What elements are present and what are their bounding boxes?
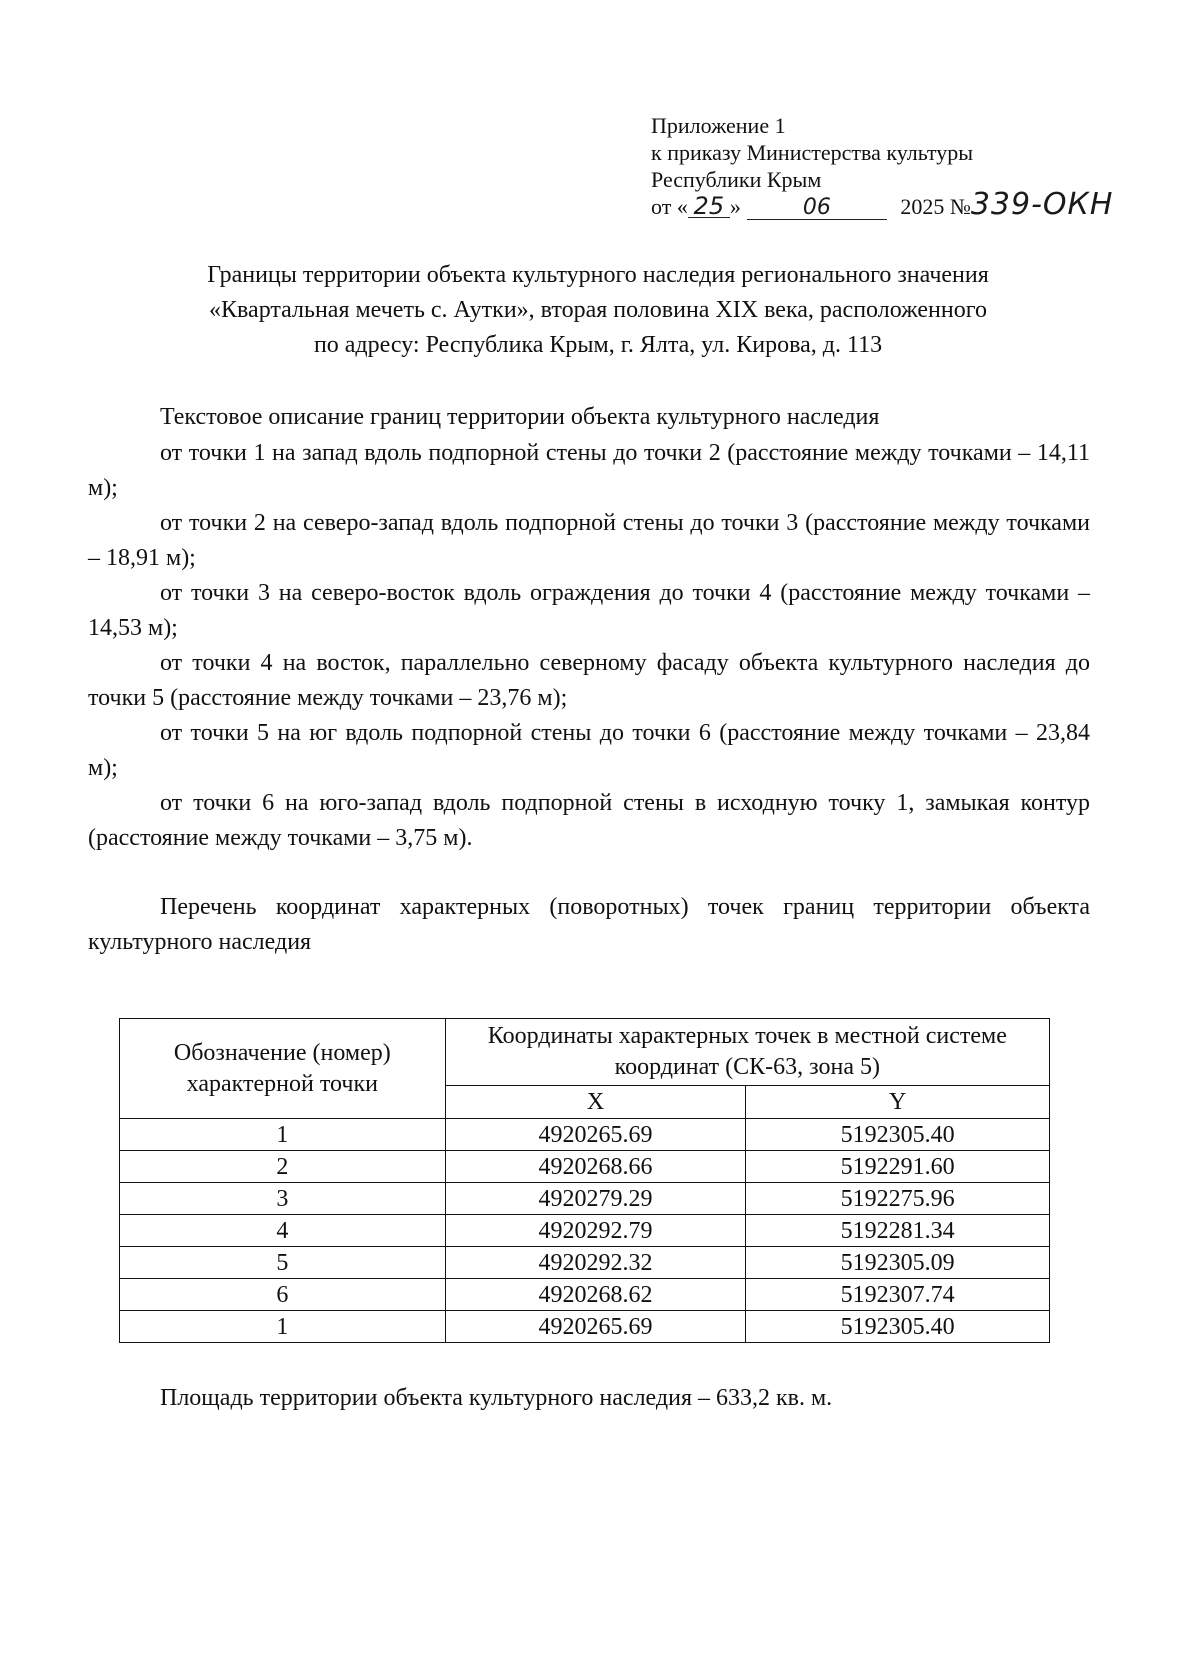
cell-point: 1 [120, 1311, 446, 1343]
order-number: 339-ОКН [970, 187, 1114, 222]
description-item: от точки 6 на юго-запад вдоль подпорной стены в исходную точку 1, замыкая контур (расстояние между точками – 3,75 м). [88, 790, 1090, 851]
order-date-row [651, 187, 1121, 222]
table-row [120, 1151, 1050, 1183]
appendix-ministry: Республики Крым [651, 167, 822, 192]
description-item: от точки 3 на северо-восток вдоль ограждения до точки 4 (расстояние между точками – 14,53 м); [88, 580, 1090, 641]
appendix-header [651, 112, 1121, 220]
appendix-label: Приложение 1 [651, 113, 786, 138]
document-title [88, 258, 1108, 363]
table-row [120, 1215, 1050, 1247]
cell-y: 5192307.74 [746, 1279, 1050, 1311]
header-coords: Координаты характерных точек в местной системе координат (СК-63, зона 5) [445, 1019, 1049, 1086]
title-line-2: «Квартальная мечеть с. Аутки», вторая половина XIX века, расположенного [209, 297, 987, 323]
cell-x: 4920292.32 [445, 1247, 746, 1279]
cell-x: 4920292.79 [445, 1215, 746, 1247]
cell-x: 4920268.66 [445, 1151, 746, 1183]
cell-point: 2 [120, 1151, 446, 1183]
coordinates-table [119, 1018, 1050, 1343]
cell-x: 4920268.62 [445, 1279, 746, 1311]
order-day: 25 [688, 195, 730, 218]
table-row [120, 1311, 1050, 1343]
cell-x: 4920279.29 [445, 1183, 746, 1215]
cell-point: 6 [120, 1279, 446, 1311]
cell-point: 4 [120, 1215, 446, 1247]
title-line-1: Границы территории объекта культурного наследия регионального значения [207, 262, 989, 288]
description-item: от точки 5 на юг вдоль подпорной стены до точки 6 (расстояние между точками – 23,84 м); [88, 720, 1090, 781]
table-row [120, 1119, 1050, 1151]
order-month: 06 [747, 197, 887, 220]
date-quote-close: » [729, 194, 741, 219]
cell-y: 5192291.60 [746, 1151, 1050, 1183]
description-item: от точки 1 на запад вдоль подпорной стены до точки 2 (расстояние между точками – 14,11 м); [88, 440, 1090, 501]
cell-x: 4920265.69 [445, 1311, 746, 1343]
description-heading: Текстовое описание границ территории объекта культурного наследия [160, 404, 880, 430]
cell-point: 3 [120, 1183, 446, 1215]
cell-y: 5192305.40 [746, 1119, 1050, 1151]
cell-point: 5 [120, 1247, 446, 1279]
cell-point: 1 [120, 1119, 446, 1151]
cell-y: 5192305.09 [746, 1247, 1050, 1279]
title-line-3: по адресу: Республика Крым, г. Ялта, ул. Кирова, д. 113 [313, 332, 883, 358]
cell-y: 5192275.96 [746, 1183, 1050, 1215]
date-prefix: от « [651, 194, 688, 219]
header-x: X [445, 1086, 746, 1119]
header-point: Обозначение (номер) характерной точки [120, 1019, 446, 1119]
table-row [120, 1183, 1050, 1215]
coords-intro: Перечень координат характерных (поворотных) точек границ территории объекта культурного наследия [88, 894, 1090, 955]
description-item: от точки 2 на северо-запад вдоль подпорной стены до точки 3 (расстояние между точками – 18,91 м); [88, 510, 1090, 571]
description-item: от точки 4 на восток, параллельно северному фасаду объекта культурного наследия до точки 5 (расстояние между точками – 23,76 м); [88, 650, 1090, 711]
cell-y: 5192305.40 [746, 1311, 1050, 1343]
header-y: Y [746, 1086, 1050, 1119]
cell-x: 4920265.69 [445, 1119, 746, 1151]
appendix-order-ref: к приказу Министерства культуры [651, 140, 974, 165]
order-year-label: 2025 № [900, 194, 971, 219]
table-row [120, 1247, 1050, 1279]
cell-y: 5192281.34 [746, 1215, 1050, 1247]
table-row [120, 1279, 1050, 1311]
area-statement: Площадь территории объекта культурного наследия – 633,2 кв. м. [160, 1385, 833, 1411]
